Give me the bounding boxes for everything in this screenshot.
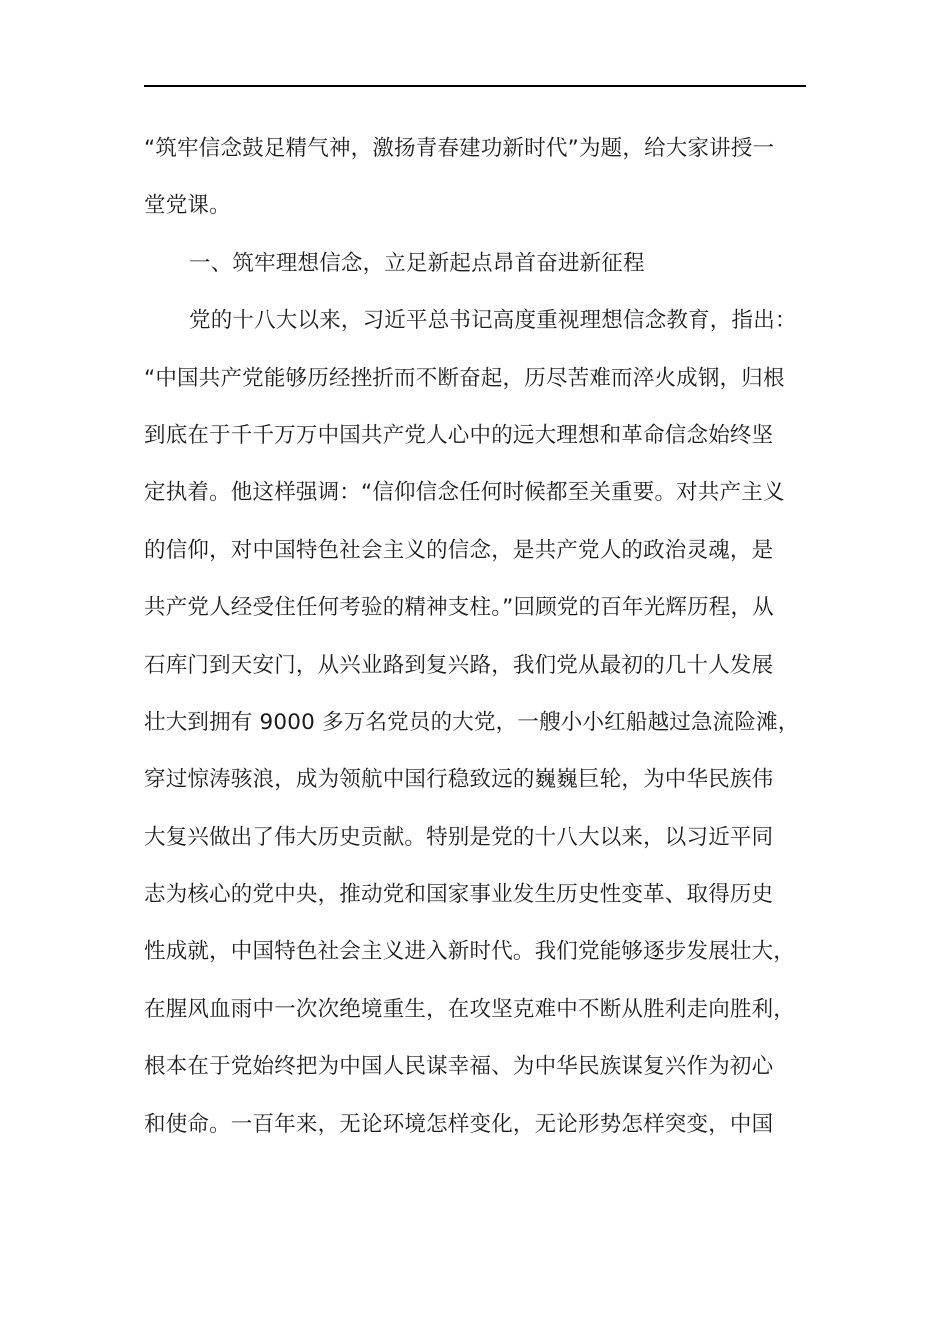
paragraph-line: 共产党人经受住任何考验的精神支柱。”回顾党的百年光辉历程，从 xyxy=(144,595,774,621)
paragraph-line: 大复兴做出了伟大历史贡献。特别是党的十八大以来，以习近平同 xyxy=(144,824,774,850)
paragraph-line: 石库门到天安门，从兴业路到复兴路，我们党从最初的几十人发展 xyxy=(144,652,774,678)
paragraph-line: 在腥风血雨中一次次绝境重生，在攻坚克难中不断从胜利走向胜利， xyxy=(144,996,796,1022)
paragraph-line: 的信仰，对中国特色社会主义的信念，是共产党人的政治灵魂，是 xyxy=(144,537,774,563)
paragraph-line: 志为核心的党中央，推动党和国家事业发生历史性变革、取得历史 xyxy=(144,882,774,908)
paragraph-line: 壮大到拥有 9000 多万名党员的大党，一艘小小红船越过急流险滩， xyxy=(144,709,800,735)
paragraph-line: 根本在于党始终把为中国人民谋幸福、为中华民族谋复兴作为初心 xyxy=(144,1054,774,1080)
section-heading: 一、筑牢理想信念，立足新起点昂首奋进新征程 xyxy=(189,250,645,276)
paragraph-line: 党的十八大以来，习近平总书记高度重视理想信念教育，指出： xyxy=(189,308,797,334)
header-rule xyxy=(144,85,806,87)
paragraph-line: 穿过惊涛骇浪，成为领航中国行稳致远的巍巍巨轮，为中华民族伟 xyxy=(144,767,774,793)
paragraph-line: 到底在于千千万万中国共产党人心中的远大理想和革命信念始终坚 xyxy=(144,422,774,448)
intro-line: “筑牢信念鼓足精气神，激扬青春建功新时代”为题，给大家讲授一 xyxy=(144,136,775,161)
intro-line: 堂党课。 xyxy=(144,193,231,219)
paragraph-line: 和使命。一百年来，无论环境怎样变化，无论形势怎样突变，中国 xyxy=(144,1111,774,1137)
paragraph-line: 性成就，中国特色社会主义进入新时代。我们党能够逐步发展壮大， xyxy=(144,939,796,965)
document-body xyxy=(144,120,834,1153)
paragraph-line: 定执着。他这样强调：“信仰信念任何时候都至关重要。对共产主义 xyxy=(144,480,785,506)
paragraph-line: “中国共产党能够历经挫折而不断奋起，历尽苦难而淬火成钢，归根 xyxy=(144,365,785,391)
